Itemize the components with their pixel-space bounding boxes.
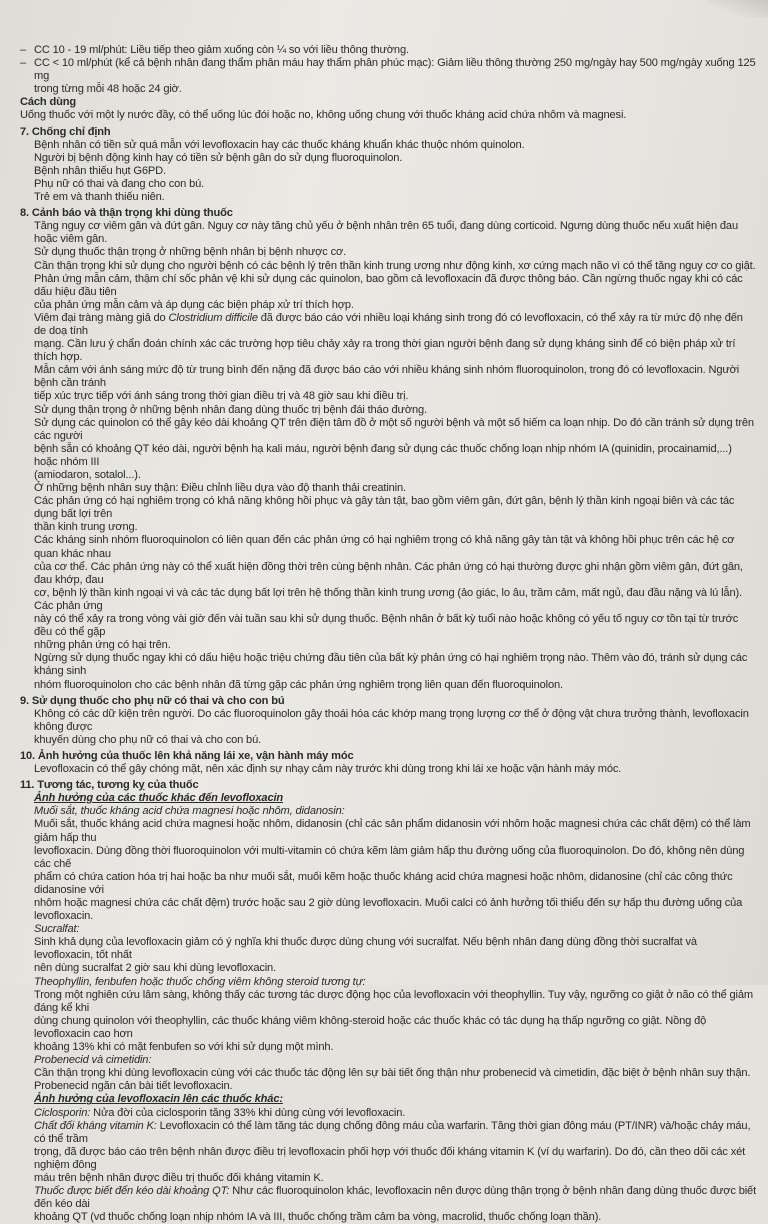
how-to-use-text: Uống thuốc với một ly nước đầy, có thể uống lúc đói hoặc no, không uống chung với thuốc kháng acid chứa nhôm và magnesi. — [20, 109, 627, 122]
section-11-title: 11. Tương tác, tương kỵ của thuốc — [20, 779, 199, 792]
section-8-title: 8. Cảnh báo và thận trọng khi dùng thuốc — [20, 207, 233, 220]
sucralfat-line: Sinh khả dụng của levofloxacin giảm có ý nghĩa khi thuốc được dùng chung với sucralfat. Nếu bệnh nhân đang dùng đồng thời sucralfat và levofloxacin, tốt nhất — [34, 936, 697, 962]
theophyllin-line: Trong một nghiên cứu lâm sàng, không thấy các tương tác dược động học của levofloxacin với theophyllin. Tuy vậy, ngưỡng co giật ở não có thể giảm đáng kể khi — [34, 988, 753, 1014]
section-8-line: Ở những bệnh nhân suy thận: Điều chỉnh liều dựa vào độ thanh thải creatinin. — [34, 482, 406, 495]
probenecid-line: Cần thận trọng khi dùng levofloxacin cùng với các thuốc tác động lên sự bài tiết ống thận như probenecid và cimetidin, đặc biệt ở bệnh nhân suy thận. — [34, 1067, 751, 1080]
section-8-line: Sử dụng thận trọng ở những bệnh nhân đang dùng thuốc trị bệnh đái tháo đường. — [34, 403, 427, 416]
section-9-title: 9. Sử dụng thuốc cho phụ nữ có thai và cho con bú — [20, 694, 285, 707]
section-9-line: Không có các dữ kiện trên người. Do các fluoroquinolon gây thoái hóa các khớp mang trọng lượng cơ thể ở động vật chưa trưởng thành, levofloxacin không được — [34, 707, 749, 733]
section-8-line: này có thể xảy ra trong vòng vài giờ đến vài tuần sau khi sử dụng thuốc. Bệnh nhân ở bất kỳ tuổi nào hoặc không có yếu tố nguy cơ tồn tại từ trước đều có thể gặp — [34, 613, 739, 639]
section-8-line: nhóm fluoroquinolon cho các bệnh nhân đã từng gặp các phản ứng nghiêm trọng liên quan đến fluoroquinolon. — [34, 678, 563, 691]
theophyllin-line: khoảng 13% khi có mặt fenbufen so với khi sử dụng một mình. — [34, 1041, 334, 1054]
section-7-line: Phụ nữ có thai và đang cho con bú. — [34, 177, 205, 190]
page-corner-shadow — [708, 0, 768, 18]
section-8-line: bệnh sẵn có khoảng QT kéo dài, người bệnh hạ kali máu, người bệnh đang sử dụng các thuốc chống loạn nhịp nhóm IA (quinidin, procainamid,...) hoặc nhóm III — [34, 442, 732, 468]
section-8-line: Phản ứng mẫn cảm, thậm chí sốc phản vệ khi sử dụng các quinolon, bao gồm cả levofloxacin đã được thông báo. Cần ngừng thuốc ngay khi có các dấu hiệu đầu tiên — [34, 272, 743, 298]
vitamin-k-line: trọng, đã được báo cáo trên bệnh nhân được điều trị levofloxacin phối hợp với thuốc đối kháng vitamin K (ví dụ warfarin). Do đó, cần theo dõi các xét nghiệm đông — [34, 1145, 746, 1171]
iron-title: Muối sắt, thuốc kháng acid chứa magnesi hoặc nhôm, didanosin: — [34, 805, 345, 818]
section-8-cdiff-line — [20, 312, 756, 338]
section-8-line: Mẫn cảm với ánh sáng mức độ từ trung bình đến nặng đã được báo cáo với nhiều kháng sinh nhóm fluoroquinolon, trong đó có levofloxacin. Người bệnh cần tránh — [34, 364, 740, 390]
ciclosporin-label: Ciclosporin: — [34, 1106, 91, 1119]
cdiff-organism: Clostridium difficile — [168, 311, 258, 324]
section-8-line: của cơ thể. Các phản ứng này có thể xuất hiện đồng thời trên cùng bệnh nhân. Các phản ứng có hại thường được ghi nhận gồm viêm gân, đứt gân, đau khớp, đau — [34, 560, 743, 586]
leaflet-content — [20, 44, 756, 1224]
ciclosporin-text: Nửa đời của ciclosporin tăng 33% khi dùng cùng với levofloxacin. — [90, 1106, 406, 1119]
section-8-line: tiếp xúc trực tiếp với ánh sáng trong thời gian điều trị và 48 giờ sau khi điều trị. — [34, 390, 409, 403]
section-8-line: Ngừng sử dụng thuốc ngay khi có dấu hiệu hoặc triệu chứng đầu tiên của bất kỳ phản ứng có hại nghiêm trọng nào. Thêm vào đó, tránh sử dụng các kháng sinh — [34, 652, 748, 678]
section-8-line: Các kháng sinh nhóm fluoroquinolon có liên quan đến các phản ứng có hại nghiêm trọng có khả năng gây tàn tật và không hồi phục trên các hệ cơ quan khác nhau — [34, 534, 735, 560]
vitamin-k-line — [20, 1120, 756, 1146]
section-8-line: những phản ứng có hại trên. — [34, 639, 171, 652]
section-8-line: của phản ứng mẫn cảm và áp dụng các biện pháp xử trí thích hợp. — [34, 298, 354, 311]
section-7-line: Bệnh nhân có tiền sử quá mẫn với levofloxacin hay các thuốc kháng khuẩn khác thuộc nhóm quinolon. — [34, 138, 525, 151]
probenecid-title: Probenecid và cimetidin: — [34, 1054, 152, 1067]
sucralfat-line: nên dùng sucralfat 2 giờ sau khi dùng levofloxacin. — [34, 962, 276, 975]
iron-line: phẩm có chứa cation hóa trị hai hoặc ba như muối sắt, muối kẽm hoặc thuốc kháng acid chứa magnesi hoặc nhôm, didanosine (chỉ các công thức didanosine với — [34, 870, 733, 896]
iron-line: nhôm hoặc magnesi chứa các chất đệm) trước hoặc sau 2 giờ dùng levofloxacin. Muối calci có ảnh hưởng tối thiểu đến sự hấp thu đường uống của levofloxacin. — [34, 897, 743, 923]
section-8-line: (amiodaron, sotalol...). — [34, 469, 141, 481]
cdiff-post: đã được báo cáo với nhiều loại kháng sinh trong đó có levofloxacin, có thể xảy ra từ mức độ nhẹ đến de doạ tính — [34, 311, 743, 337]
dosage-item: – CC < 10 ml/phút (kể cả bệnh nhân đang thẩm phân máu hay thẩm phân phúc mạc): Giảm liều thông thường 250 mg/ngày hay 500 mg/ngày xuống 125 mg — [20, 57, 756, 83]
section-7-line: Trẻ em và thanh thiếu niên. — [34, 191, 165, 204]
how-to-use-title: Cách dùng — [20, 96, 76, 109]
section-8-line: Các phản ứng có hại nghiêm trọng có khả năng không hồi phục và gây tàn tật, bao gồm viêm gân, đứt gân, bệnh lý thần kinh ngoại biên và các tác dụng bất lợi trên — [34, 495, 735, 521]
dosage-item: – CC 10 - 19 ml/phút: Liều tiếp theo giảm xuống còn ¼ so với liều thông thường. — [20, 44, 756, 57]
theophyllin-title: Theophyllin, fenbufen hoặc thuốc chống viêm không steroid tương tự: — [34, 975, 366, 988]
sucralfat-title: Sucralfat: — [34, 923, 80, 936]
theophyllin-line: dùng chung quinolon với theophyllin, các thuốc kháng viêm không-steroid hoặc các thuốc khác có tác dụng hạ thấp ngưỡng co giật. Nồng độ levofloxacin cao hơn — [34, 1014, 707, 1040]
dosage-item-cont: trong từng mỗi 48 hoặc 24 giờ. — [34, 83, 182, 96]
qt-label: Thuốc được biết đến kéo dài khoảng QT: — [34, 1185, 230, 1198]
ciclosporin-line — [20, 1107, 756, 1120]
vitamin-k-text: Levofloxacin có thể làm tăng tác dụng chống đông máu của warfarin. Tăng thời gian đông máu (PT/INR) và/hoặc chảy máu, có thể trầm — [34, 1119, 751, 1145]
section-10-line: Levofloxacin có thể gây chóng mặt, nên xác định sự nhạy cảm này trước khi dùng trong khi lái xe hoặc vận hành máy móc. — [34, 763, 622, 776]
probenecid-line: Probenecid ngăn cản bài tiết levofloxacin. — [34, 1080, 233, 1093]
section-7-line: Người bị bệnh động kinh hay có tiền sử bệnh gân do sử dụng fluoroquinolon. — [34, 151, 403, 164]
section-8-line: thần kinh trung ương. — [34, 521, 138, 534]
section-9-line: khuyến dùng cho phụ nữ có thai và cho con bú. — [34, 733, 262, 746]
qt-line: khoảng QT (vd thuốc chống loạn nhịp nhóm IA và III, thuốc chống trầm cảm ba vòng, macrolid, thuốc chống loạn thần). — [34, 1211, 602, 1224]
section-11-subheading: Ảnh hưởng của các thuốc khác đến levofloxacin — [34, 792, 284, 805]
section-8-line: mạng. Cần lưu ý chẩn đoán chính xác các trường hợp tiêu chảy xảy ra trong thời gian người bệnh đang sử dụng kháng sinh để có biện pháp xử trí thích hợp. — [34, 338, 736, 364]
section-7-line: Bệnh nhân thiếu hụt G6PD. — [34, 164, 166, 177]
section-8-line: Sử dụng thuốc thận trọng ở những bệnh nhân bị bệnh nhược cơ. — [34, 246, 347, 259]
section-8-line: Sử dụng các quinolon có thể gây kéo dài khoảng QT trên điện tâm đồ ở một số người bệnh và một số hiếm ca loạn nhịp. Do đó cần tránh sử dụng trên các người — [34, 416, 754, 442]
section-11-subheading: Ảnh hưởng của levofloxacin lên các thuốc khác: — [34, 1093, 283, 1106]
vitamin-k-line: máu trên bệnh nhân được điều trị thuốc đối kháng vitamin K. — [34, 1171, 324, 1184]
vitamin-k-label: Chất đối kháng vitamin K: — [34, 1119, 157, 1132]
section-8-line: Cần thận trọng khi sử dụng cho người bệnh có các bệnh lý trên thần kinh trung ương như động kinh, xơ cứng mạch não vì có thể tăng nguy cơ co giật. — [34, 259, 756, 272]
iron-line: Muối sắt, thuốc kháng acid chứa magnesi hoặc nhôm, didanosin (chỉ các sản phẩm didanosin với nhôm hoặc magnesi chứa các chất đệm) có thể làm giảm hấp thu — [34, 818, 751, 844]
qt-text: Như các fluoroquinolon khác, levofloxacin nên được dùng thận trọng ở bệnh nhân đang dùng thuốc được biết đến kéo dài — [34, 1185, 757, 1211]
iron-line: levofloxacin. Dùng đồng thời fluoroquinolon với multi-vitamin có chứa kẽm làm giảm hấp thu đường uống của fluoroquinolon. Do đó, không nên dùng các chế — [34, 844, 745, 870]
qt-line — [20, 1185, 756, 1211]
section-8-line: Tăng nguy cơ viêm gân và đứt gân. Nguy cơ này tăng chủ yếu ở bệnh nhân trên 65 tuổi, đang dùng corticoid. Ngưng dùng thuốc nếu xuất hiện đau hoặc viêm gân. — [34, 220, 738, 246]
cdiff-pre: Viêm đại tràng màng giả do — [34, 311, 169, 324]
section-8-line: cơ, bệnh lý thần kinh ngoại vi và các tác dụng bất lợi trên hệ thống thần kinh trung ương (ảo giác, lo âu, trầm cảm, mất ngủ, đau đầu nặng và lú lẫn). Các phản ứng — [34, 586, 742, 612]
section-7-title: 7. Chống chỉ định — [20, 125, 111, 138]
section-10-title: 10. Ảnh hưởng của thuốc lên khả năng lái xe, vận hành máy móc — [20, 749, 354, 762]
